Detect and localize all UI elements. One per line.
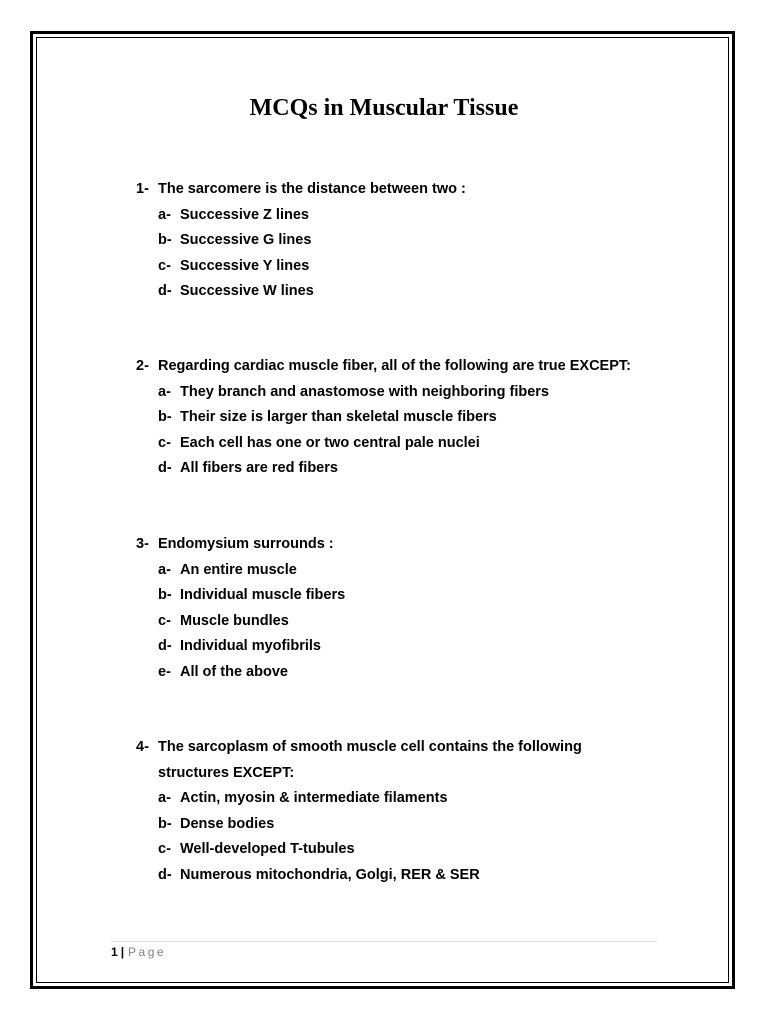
question-number: 2- (136, 358, 149, 374)
page-separator: | (120, 945, 125, 959)
question-3 (136, 532, 696, 685)
option-text: Successive Z lines (180, 206, 309, 223)
option-text: They branch and anastomose with neighboring fibers (180, 383, 549, 400)
question-text: Endomysium surrounds : (158, 536, 334, 552)
option-letter: d- (158, 866, 172, 883)
option-letter: b- (158, 815, 172, 832)
option-text: Their size is larger than skeletal muscle fibers (180, 409, 497, 425)
option-c (136, 431, 696, 457)
option-text: Dense bodies (180, 815, 275, 832)
option-letter: a- (158, 383, 171, 400)
question-4 (136, 735, 696, 888)
option-letter: c- (158, 841, 171, 857)
option-letter: d- (158, 460, 172, 476)
option-letter: c- (158, 434, 171, 451)
option-letter: d- (158, 638, 172, 654)
option-d (136, 863, 696, 889)
option-letter: e- (158, 663, 171, 680)
question-text: The sarcomere is the distance between two : (158, 181, 466, 197)
option-letter: b- (158, 232, 172, 248)
option-letter: a- (158, 561, 171, 578)
option-text: Successive G lines (180, 232, 312, 248)
option-text: An entire muscle (180, 561, 297, 578)
question-number: 4- (136, 739, 149, 755)
option-a (136, 558, 696, 584)
question-text: Regarding cardiac muscle fiber, all of the following are true EXCEPT: (158, 358, 631, 374)
option-c (136, 837, 696, 863)
option-d (136, 634, 696, 660)
option-b (136, 228, 696, 254)
option-text: Each cell has one or two central pale nuclei (180, 434, 480, 451)
question-text: The sarcoplasm of smooth muscle cell contains the following (158, 739, 582, 755)
question-number: 3- (136, 536, 149, 552)
option-e (136, 660, 696, 686)
option-b (136, 405, 696, 431)
question-text-continued: structures EXCEPT: (158, 764, 295, 781)
option-text: Actin, myosin & intermediate filaments (180, 790, 448, 806)
option-letter: c- (158, 257, 171, 274)
footer-divider (111, 941, 657, 942)
document-title: MCQs in Muscular Tissue (249, 95, 519, 121)
option-letter: a- (158, 790, 171, 806)
option-letter: b- (158, 409, 172, 425)
option-letter: b- (158, 587, 172, 603)
question-2 (136, 354, 696, 482)
page-number: 1 (111, 945, 118, 959)
option-letter: c- (158, 612, 171, 629)
option-text: Individual muscle fibers (180, 587, 346, 603)
option-d (136, 456, 696, 482)
option-text: Well-developed T-tubules (180, 841, 355, 857)
option-text: Muscle bundles (180, 612, 289, 629)
option-b (136, 583, 696, 609)
page-footer (111, 944, 166, 960)
option-text: Successive W lines (180, 283, 314, 299)
option-a (136, 786, 696, 812)
option-c (136, 609, 696, 635)
option-d (136, 279, 696, 305)
option-a (136, 380, 696, 406)
option-text: All of the above (180, 663, 288, 680)
option-letter: a- (158, 206, 171, 223)
option-b (136, 812, 696, 838)
option-text: Individual myofibrils (180, 638, 321, 654)
question-number: 1- (136, 181, 149, 197)
option-text: Successive Y lines (180, 257, 310, 274)
option-text: Numerous mitochondria, Golgi, RER & SER (180, 866, 480, 883)
page-label: Page (128, 945, 167, 959)
option-text: All fibers are red fibers (180, 460, 338, 476)
option-c (136, 254, 696, 280)
option-letter: d- (158, 283, 172, 299)
option-a (136, 203, 696, 229)
question-1 (136, 177, 696, 305)
